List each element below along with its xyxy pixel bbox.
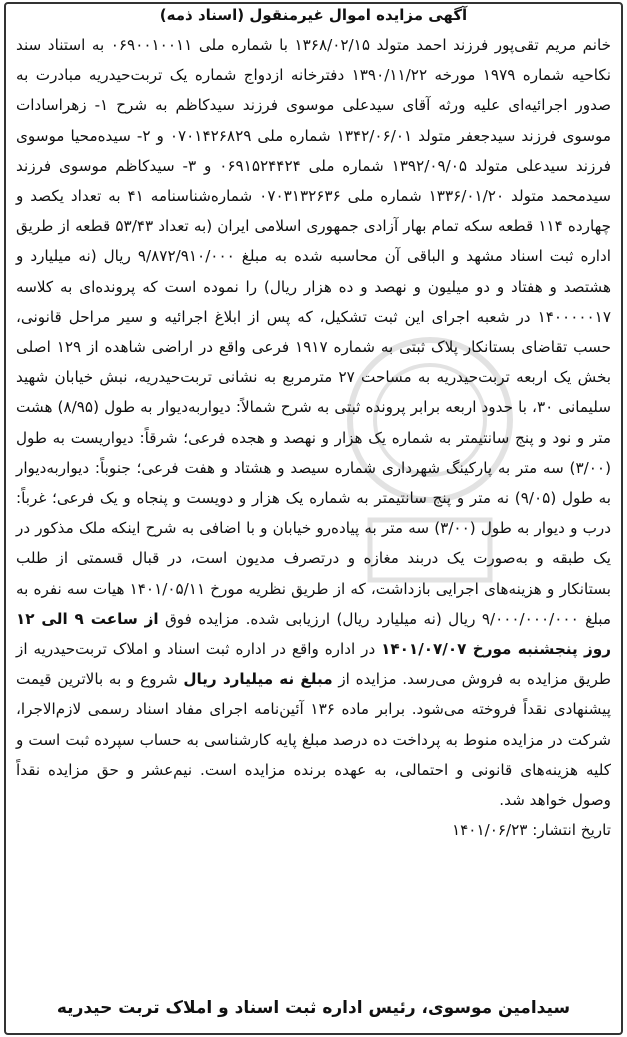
- notice-body: [16, 30, 611, 815]
- notice-title: آگهی مزایده اموال غیرمنقول (اسناد ذمه): [159, 6, 468, 24]
- body-text-part2: در اداره واقع در اداره ثبت اسناد و املاک تربت‌حیدریه از طریق مزایده به فروش می‌رسد. مزایده از: [16, 640, 611, 689]
- auction-time-highlight: از ساعت ۹ الی ۱۲ روز پنجشنبه مورخ ۱۴۰۱/۰۷/۰۷: [16, 609, 611, 659]
- starting-price-highlight: مبلغ نه میلیارد ریال: [183, 670, 333, 689]
- body-text-part1: خانم مریم تقی‌پور فرزند احمد متولد ۱۳۶۸/۰۲/۱۵ با شماره ملی ۰۶۹۰۰۱۰۰۱۱ به استناد سند نکاحیه شماره ۱۹۷۹ مورخه ۱۳۹۰/۱۱/۲۲ دفترخانه ازدواج شماره یک تربت‌حیدریه مبادرت به صدور اجرائیه‌ای علیه ورثه آقای سیدعلی موسوی فرزند سیدکاظم به شرح ۱- زهراسادات موسوی فرزند سیدجعفر متولد ۱۳۴۲/۰۶/۰۱ شماره ملی ۰۷۰۱۴۲۶۸۲۹ و ۲- سیده‌محیا موسوی فرزند سیدعلی متولد ۱۳۹۲/۰۹/۰۵ شماره ملی ۰۶۹۱۵۲۴۴۲۴ و ۳- سیدکاظم موسوی فرزند سیدمحمد متولد ۱۳۳۶/۰۱/۲۰ شماره ملی ۰۷۰۳۱۳۲۶۳۶ شماره‌شناسنامه ۴۱ به تعداد یکصد و چهارده ۱۱۴ قطعه سکه تمام بهار آزادی جمهوری اسلامی ایران (به تعداد ۵۳/۴۳ قطعه از طریق اداره ثبت اسناد مشهد و الباقی آن محاسبه شده به مبلغ ۹/۸۷۲/۹۱۰/۰۰۰ ریال (نه میلیارد و هشتصد و هفتاد و دو میلیون و نهصد و ده هزار ریال) را نموده است که پرونده‌ای به کلاسه ۱۴۰۰۰۰۰۱۷ در شعبه اجرای این ثبت تشکیل، که پس از ابلاغ اجرائیه و سیر مراحل قانونی، حسب تقاضای بستانکار پلاک ثبتی به شماره ۱۹۱۷ فرعی واقع در اراضی شاهده از ۱۲۹ اصلی بخش یک اربعه تربت‌حیدریه به مساحت ۲۷ مترمربع به نشانی تربت‌حیدریه، نبش خیابان شهید سلیمانی ۳۰، با حدود اربعه برابر پرونده ثبتی به شرح شمالاً: دیواربه‌دیوار به طول (۸/۹۵) هشت متر و نود و پنج سانتیمتر به شماره یک هزار و نهصد و هجده فرعی؛ شرقاً: دیواریست به طول (۳/۰۰) سه متر به پارکینگ شهرداری شماره سیصد و هشتاد و هفت فرعی؛ جنوباً: دیواربه‌دیوار به طول (۹/۰۵) نه متر و پنج سانتیمتر به شماره یک هزار و دویست و پنجاه و یک فرعی؛ غرباً: درب و دیوار به طول (۳/۰۰) سه متر به پیاده‌رو خیابان و با اضافی به شرح اینکه ملک مذکور در یک طبقه و به‌صورت یک دربند مغازه و درتصرف مدیون است، در قبال قسمتی از طلب بستانکار و هزینه‌های اجرایی بازداشت، که از طریق نظریه مورخ ۱۴۰۱/۰۵/۱۱ هیات سه نفره به مبلغ ۹/۰۰۰/۰۰۰/۰۰۰ ریال (نه میلیارد ریال) ارزیابی شده. مزایده فوق: [16, 36, 612, 628]
- publish-date: تاریخ انتشار: ۱۴۰۱/۰۶/۲۳: [451, 821, 611, 840]
- signature-line: سیدامین موسوی، رئیس اداره ثبت اسناد و املاک تربت حیدریه: [56, 998, 571, 1018]
- body-text-part3: شروع و به بالاترین قیمت پیشنهادی نقداً فروخته می‌شود. برابر ماده ۱۳۶ آئین‌نامه اجرای مفاد اسناد رسمی لازم‌الاجرا، شرکت در مزایده منوط به پرداخت ده درصد مبلغ پایه کارشناسی به حساب سپرده ثبت است و کلیه هزینه‌های قانونی و احتمالی، به عهده برنده مزایده است. نیم‌عشر و حق مزایده نقداً وصول خواهد شد.: [16, 670, 611, 810]
